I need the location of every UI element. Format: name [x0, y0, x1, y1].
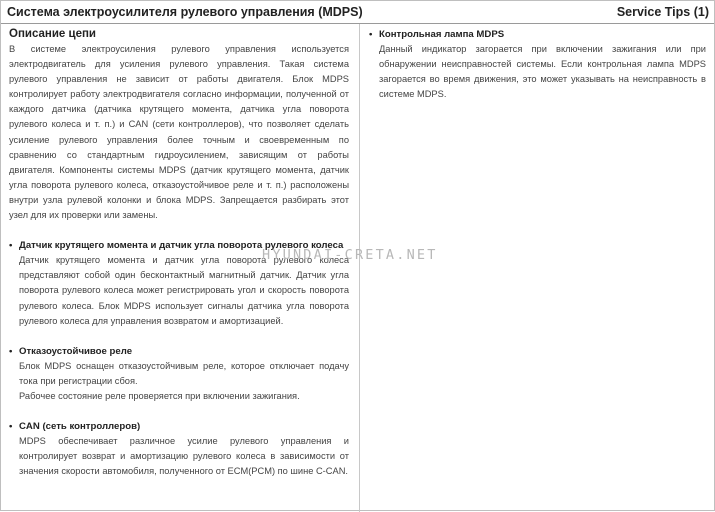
section-body-fail-safe-relay	[19, 359, 349, 404]
section-paragraph: Блок MDPS оснащен отказоустойчивым реле, которое отключает подачу тока при регистрации сбоя.	[19, 360, 349, 386]
section-heading-fail-safe-relay	[9, 344, 349, 359]
section-title: Контрольная лампа MDPS	[379, 29, 505, 40]
column-divider	[359, 24, 360, 512]
section-body-torque-sensor	[19, 253, 349, 328]
section-paragraph: Рабочее состояние реле проверяется при включении зажигания.	[19, 390, 300, 401]
bullet-icon: •	[369, 29, 373, 40]
service-tips-label: Service Tips (1)	[616, 5, 709, 19]
section-heading-warning-lamp	[369, 27, 706, 42]
intro-paragraph: В системе электроусиления рулевого управления используется электродвигатель для усиления рулевого управления. Такая система рулевого управления не зависит от работы двигателя. Блок MDPS контролирует работу электродвигателя согласно информации, полученной от каждого датчика (датчика крутящего момента, датчика угла поворота рулевого колеса и т. п.) и CAN (сети контроллеров), что позволяет сделать усиление рулевого управления более точным и своевременным по сравнению со стандартным гидроусилением, зависящим от работы двигателя. Компоненты системы MDPS (датчик крутящего момента, датчик угла поворота рулевого колеса, отказоустойчивое реле и т. п.) расположены внутри узла рулевой колонки и блока MDPS. Запрещается разбирать этот узел для их проверки или замены.	[9, 44, 349, 221]
section-body-warning-lamp	[379, 42, 706, 102]
page-header	[1, 1, 714, 24]
section-paragraph: Датчик крутящего момента и датчик угла поворота рулевого колеса представляют собой один бесконтактный магнитный датчик. Датчик угла поворота рулевого колеса может регистрировать угол и скорость поворота рулевого колеса. Блок MDPS использует сигналы датчика угла поворота рулевого колеса для управления возвратом и амортизацией.	[19, 255, 349, 326]
bullet-icon: •	[9, 421, 13, 433]
bullet-icon: •	[9, 345, 13, 357]
section-title: Отказоустойчивое реле	[19, 345, 133, 357]
section-title: Датчик крутящего момента и датчик угла поворота рулевого колеса	[19, 240, 344, 252]
watermark-text: HYUNDAI-CRETA.NET	[262, 247, 438, 263]
circuit-description-heading: Описание цепи	[9, 28, 96, 40]
page-title: Система электроусилителя рулевого управления (MDPS)	[7, 5, 363, 19]
right-column	[369, 27, 706, 102]
section-title: CAN (сеть контроллеров)	[19, 421, 141, 433]
section-paragraph: Данный индикатор загорается при включении зажигания или при обнаружении неисправностей системы. Если контрольная лампа MDPS загорается во время движения, это может указывать на неисправность в системе MDPS.	[379, 44, 706, 100]
bullet-icon: •	[9, 240, 13, 252]
section-heading-can	[9, 419, 349, 434]
section-paragraph: MDPS обеспечивает различное усилие рулевого управления и контролирует возврат и амортизацию рулевого колеса в зависимости от значения скорости автомобиля, полученного от ECM(PCM) по шине C-CAN.	[19, 436, 349, 477]
section-body-can	[19, 434, 349, 479]
